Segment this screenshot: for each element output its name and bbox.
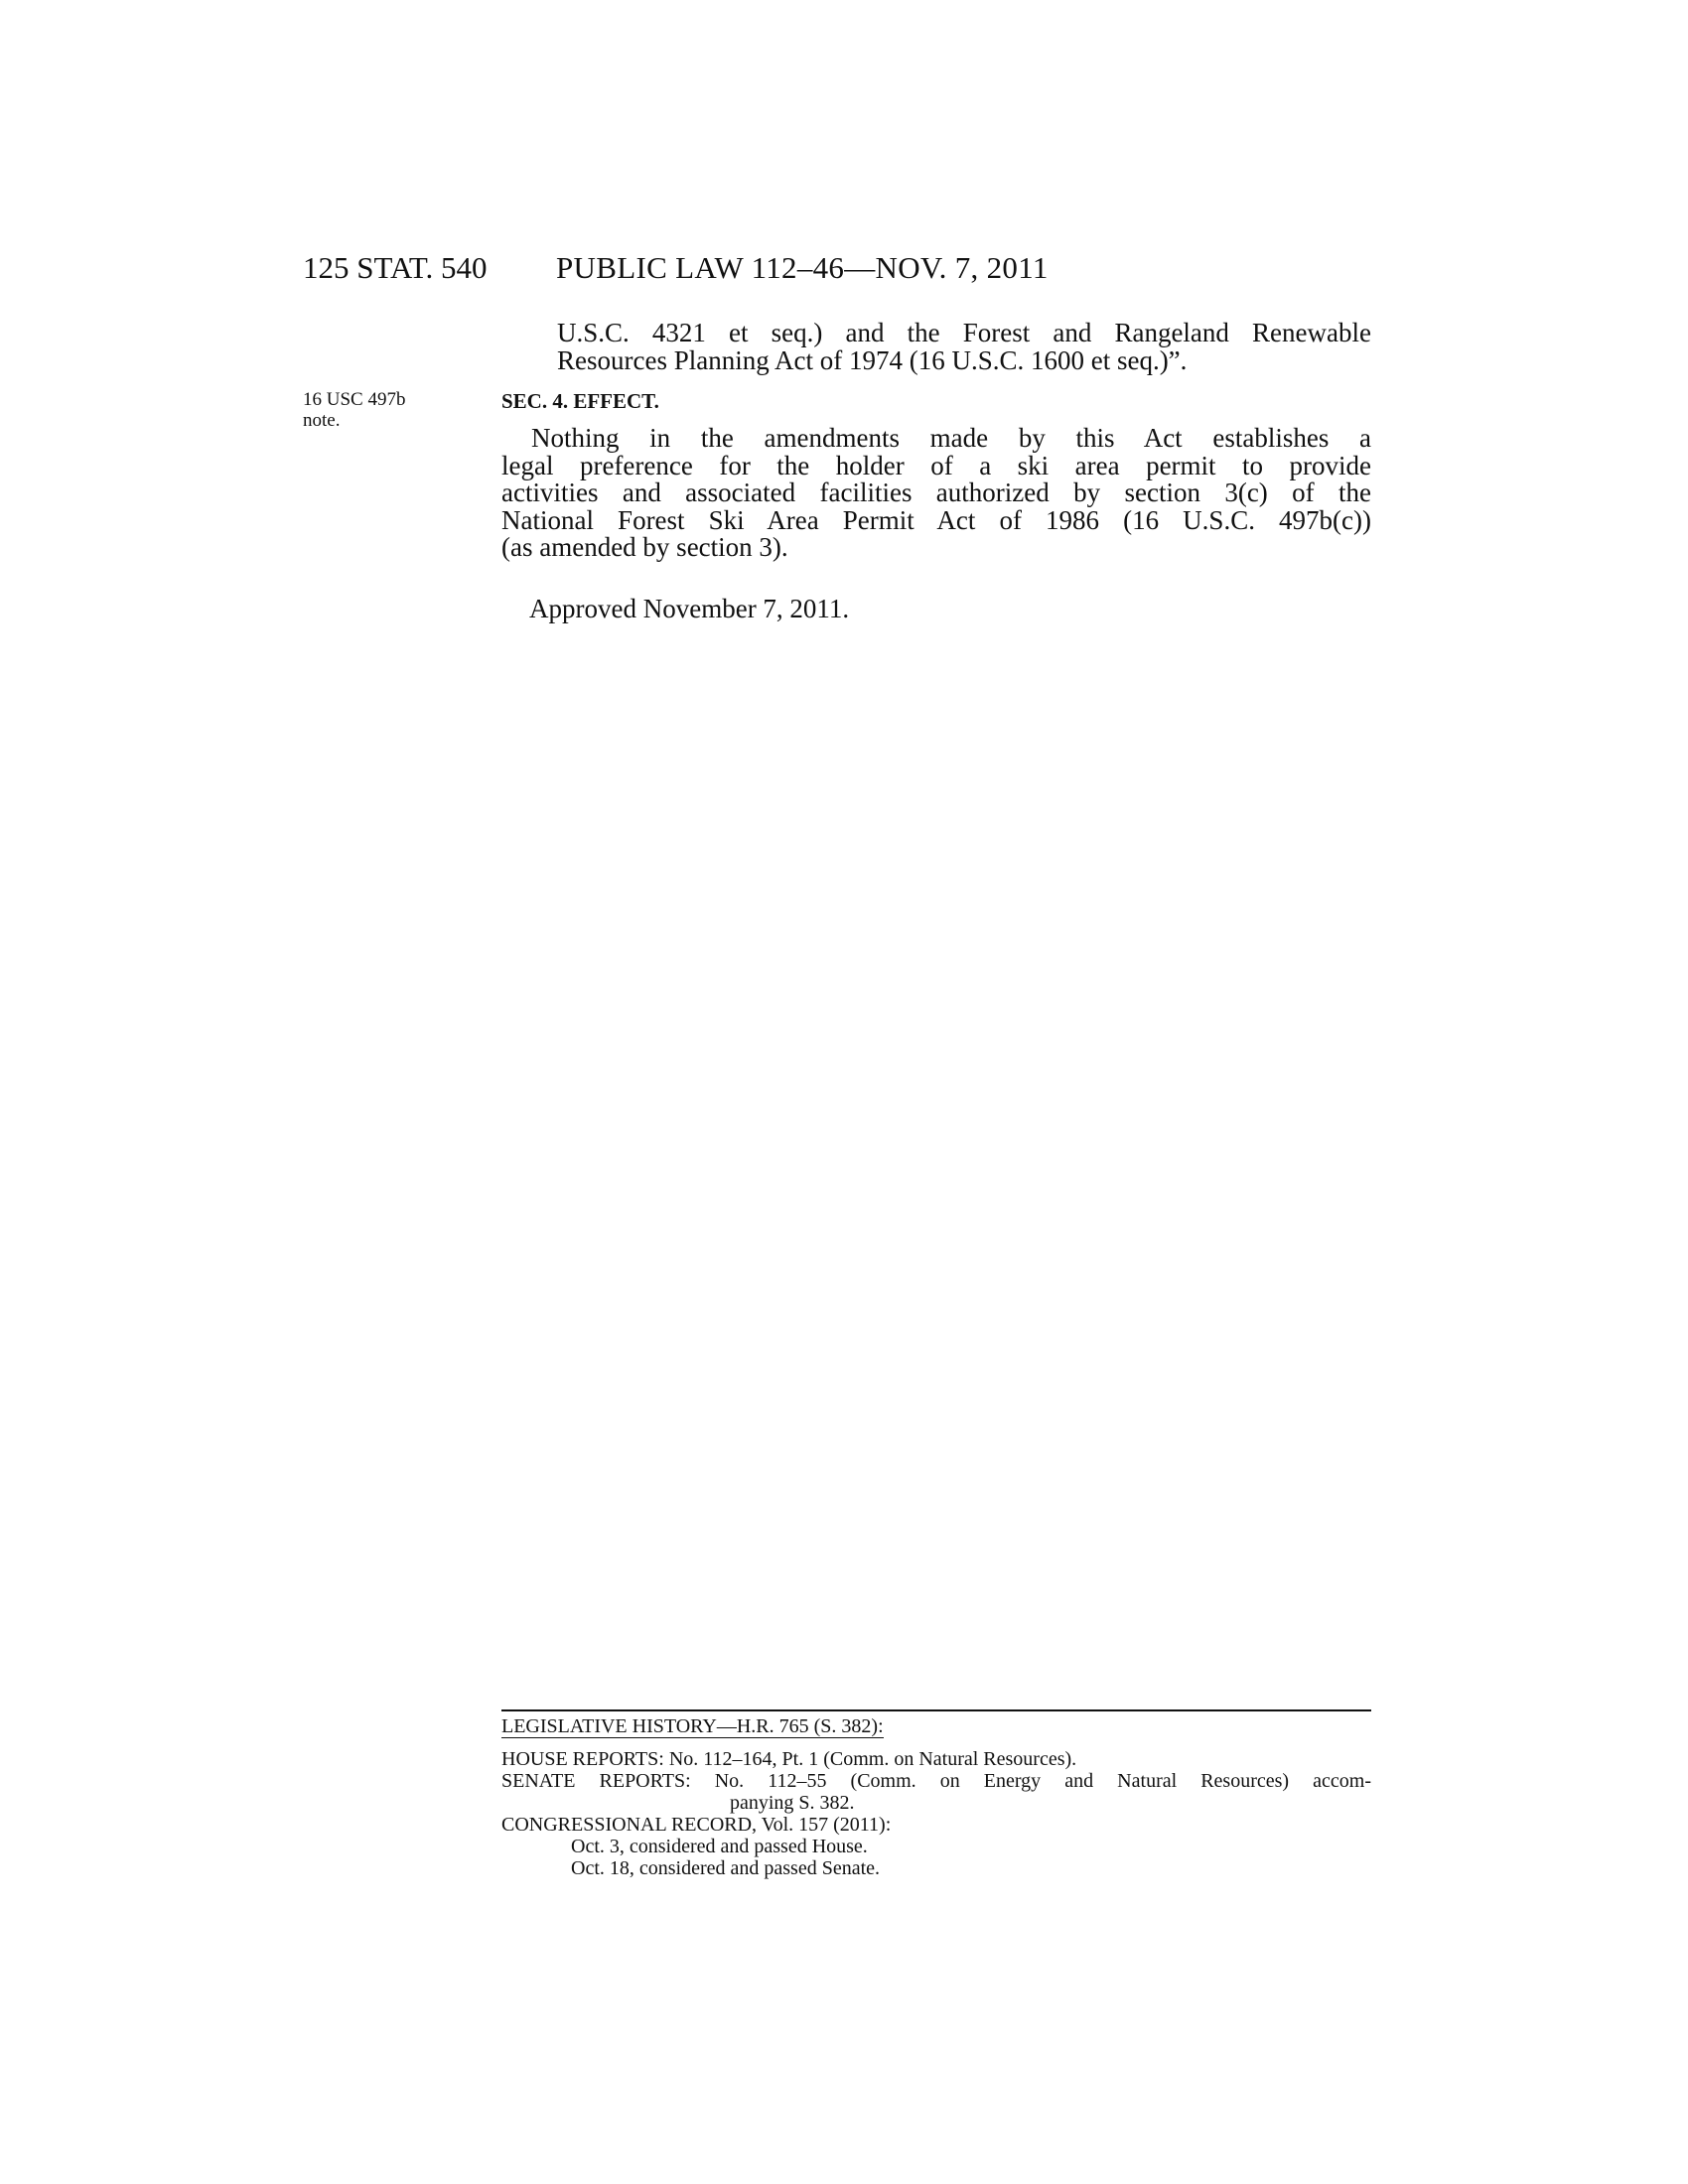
record-action: Oct. 3, considered and passed House.	[571, 1836, 868, 1857]
carry-over-paragraph	[557, 320, 1371, 374]
legislative-history-title: LEGISLATIVE HISTORY—H.R. 765 (S. 382):	[501, 1715, 884, 1737]
section-body-line: legal preference for the holder of a ski area permit to provide	[501, 450, 1371, 480]
approval-date: Approved November 7, 2011.	[529, 594, 850, 623]
carry-over-line: Resources Planning Act of 1974 (16 U.S.C. 1600 et seq.)”.	[557, 344, 1188, 375]
record-action: Oct. 18, considered and passed Senate.	[571, 1857, 881, 1879]
stat-page-number: 125 STAT. 540	[303, 250, 488, 285]
senate-reports-continued: panying S. 382.	[730, 1792, 855, 1814]
section-body-line: Nothing in the amendments made by this Act establishes a	[531, 423, 1371, 453]
section-body-line: National Forest Ski Area Permit Act of 1986 (16 U.S.C. 497b(c))	[501, 504, 1371, 535]
section-heading: SEC. 4. EFFECT.	[501, 389, 659, 413]
footnote-divider	[501, 1709, 1371, 1711]
legislative-history	[501, 1715, 1371, 1879]
carry-over-line: U.S.C. 4321 et seq.) and the Forest and Rangeland Renewable	[557, 318, 1371, 347]
section-body-line: (as amended by section 3).	[501, 532, 788, 562]
congressional-record: CONGRESSIONAL RECORD, Vol. 157 (2011):	[501, 1814, 892, 1836]
margin-note-line: note.	[303, 410, 341, 431]
margin-note-line: 16 USC 497b	[303, 389, 406, 410]
public-law-title: PUBLIC LAW 112–46—NOV. 7, 2011	[556, 250, 1049, 285]
section-body	[501, 425, 1371, 562]
house-reports: HOUSE REPORTS: No. 112–164, Pt. 1 (Comm. on Natural Resources).	[501, 1748, 1077, 1770]
senate-reports: SENATE REPORTS: No. 112–55 (Comm. on Energy and Natural Resources) accom-	[501, 1770, 1371, 1792]
margin-note	[303, 389, 462, 431]
section-body-line: activities and associated facilities authorized by section 3(c) of the	[501, 478, 1371, 507]
